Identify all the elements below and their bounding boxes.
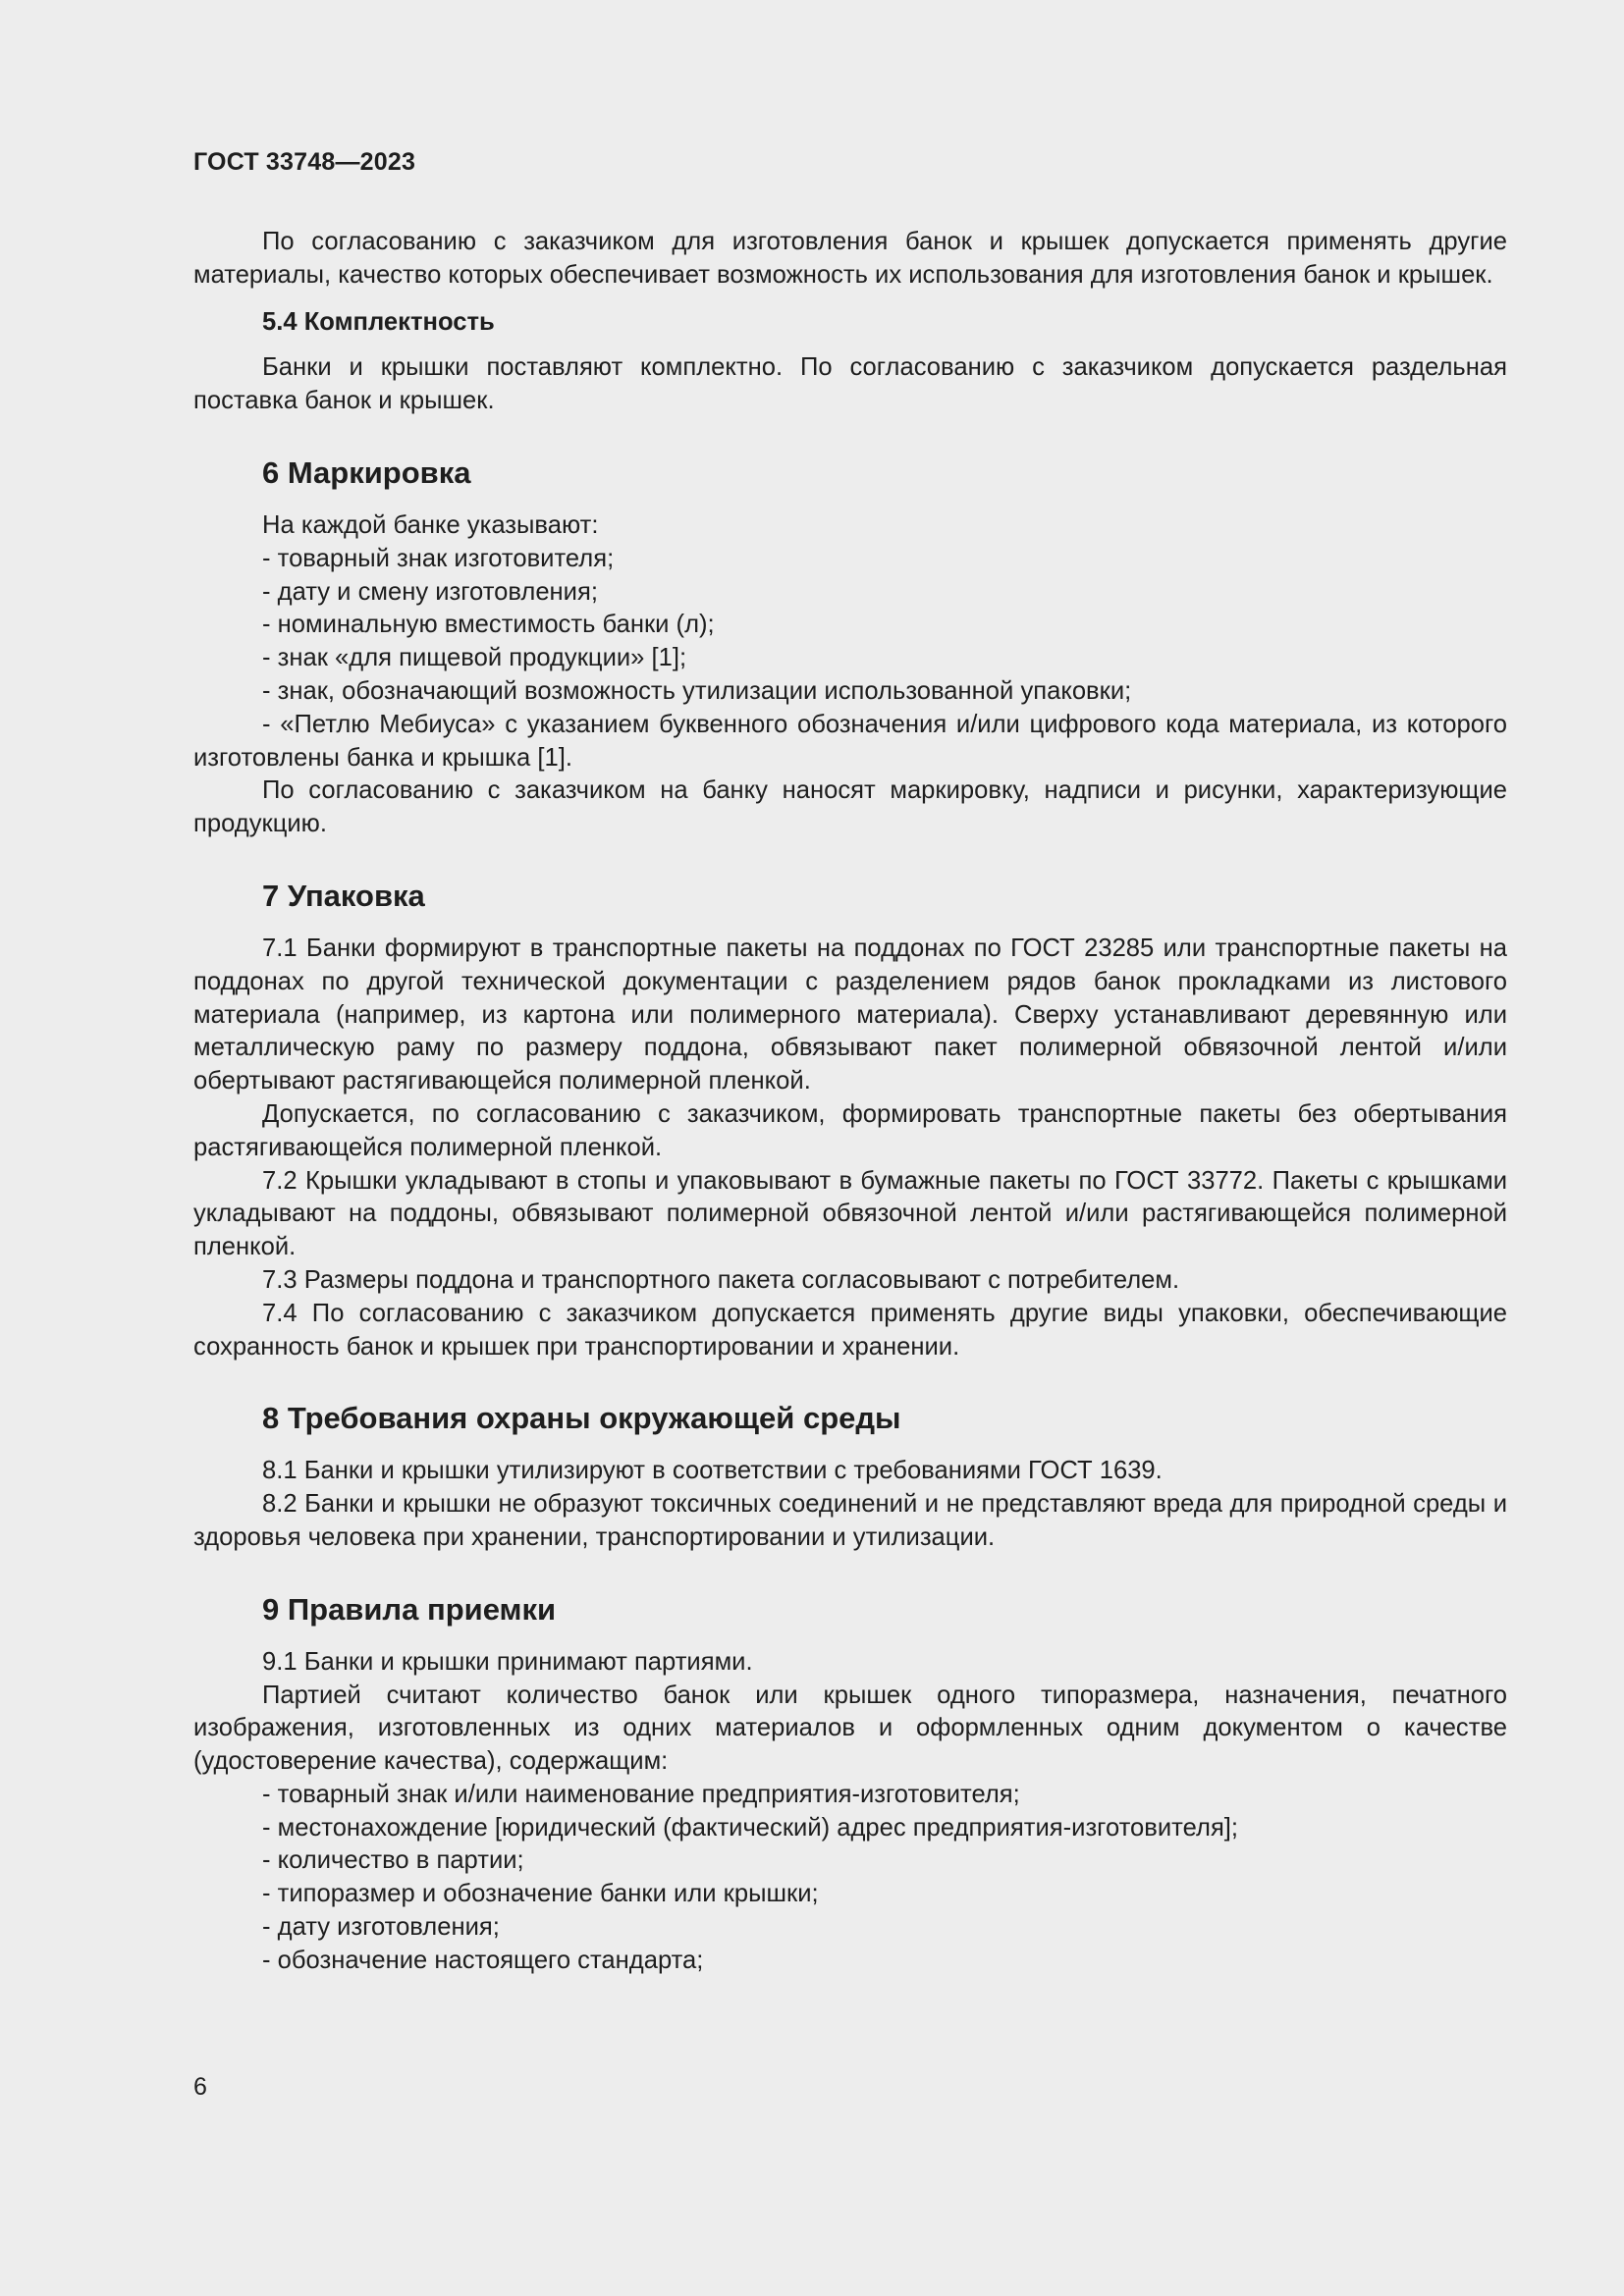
- list-item: - товарный знак и/или наименование предприятия-изготовителя;: [262, 1780, 1020, 1808]
- section-heading-6: 6 Маркировка: [262, 454, 471, 490]
- paragraph-8-2: 8.2 Банки и крышки не образуют токсичных соединений и не представляют вреда для природной среды и здоровья человека при хранении, транспортировании и утилизации.: [193, 1490, 1507, 1551]
- list-item: - типоразмер и обозначение банки или крышки;: [262, 1880, 819, 1908]
- list-item: - знак, обозначающий возможность утилизации использованной упаковки;: [262, 676, 1132, 705]
- list-item: - номинальную вместимость банки (л);: [262, 611, 715, 639]
- document-body: [193, 226, 1507, 1978]
- list-item: - товарный знак изготовителя;: [262, 544, 615, 572]
- paragraph-7-1-note: Допускается, по согласованию с заказчиком, формировать транспортные пакеты без обертывания растягивающейся полимерной пленкой.: [193, 1099, 1507, 1161]
- page-number: 6: [193, 2073, 207, 2101]
- paragraph-intro: По согласованию с заказчиком для изготовления банок и крышек допускается применять другие материалы, качество которых обеспечивает возможность их использования для изготовления банок и крышек.: [193, 228, 1507, 289]
- list-item: - количество в партии;: [262, 1846, 524, 1875]
- document-header: ГОСТ 33748—2023: [193, 148, 416, 176]
- subsection-heading-5-4: 5.4 Комплектность: [262, 307, 495, 336]
- section-heading-9: 9 Правила приемки: [262, 1591, 557, 1627]
- list-item: - дату изготовления;: [262, 1913, 500, 1942]
- paragraph-9-1-batch: Партией считают количество банок или крышек одного типоразмера, назначения, печатного изображения, изготовленных из одних материалов и оформленных одним документом о качестве (удостоверение качества), содержащим:: [193, 1681, 1507, 1776]
- paragraph-9-1: 9.1 Банки и крышки принимают партиями.: [262, 1647, 753, 1676]
- paragraph-6-lead: На каждой банке указывают:: [262, 510, 599, 539]
- paragraph-6-after: По согласованию с заказчиком на банку наносят маркировку, надписи и рисунки, характеризующие продукцию.: [193, 776, 1507, 838]
- paragraph-7-1: 7.1 Банки формируют в транспортные пакеты на поддонах по ГОСТ 23285 или транспортные пакеты на поддонах по другой технической документации с разделением рядов банок прокладками из листового материала (например, из картона или полимерного материала). Сверху устанавливают деревянную или металлическую раму по размеру поддона, обвязывают пакет полимерной обвязочной лентой и/или обертывают растягивающейся полимерной пленкой.: [193, 934, 1507, 1095]
- list-item: - местонахождение [юридический (фактический) адрес предприятия-изготовителя];: [262, 1813, 1239, 1842]
- list-item: - дату и смену изготовления;: [262, 577, 598, 606]
- list-item: - «Петлю Мебиуса» с указанием буквенного обозначения и/или цифрового кода материала, из которого изготовлены банка и крышка [1].: [193, 710, 1507, 772]
- paragraph-8-1: 8.1 Банки и крышки утилизируют в соответствии с требованиями ГОСТ 1639.: [262, 1457, 1163, 1485]
- list-item: - обозначение настоящего стандарта;: [262, 1946, 704, 1974]
- list-item: - знак «для пищевой продукции» [1];: [262, 644, 687, 672]
- paragraph-7-4: 7.4 По согласованию с заказчиком допускается применять другие виды упаковки, обеспечивающие сохранность банок и крышек при транспортировании и хранении.: [193, 1299, 1507, 1361]
- section-heading-8: 8 Требования охраны окружающей среды: [262, 1401, 901, 1436]
- paragraph-5-4: Банки и крышки поставляют комплектно. По согласованию с заказчиком допускается раздельная поставка банок и крышек.: [193, 353, 1507, 415]
- paragraph-7-3: 7.3 Размеры поддона и транспортного пакета согласовывают с потребителем.: [262, 1265, 1180, 1294]
- paragraph-7-2: 7.2 Крышки укладывают в стопы и упаковывают в бумажные пакеты по ГОСТ 33772. Пакеты с крышками укладывают на поддоны, обвязывают полимерной обвязочной лентой и/или растягивающейся полимерной пленкой.: [193, 1166, 1507, 1261]
- section-heading-7: 7 Упаковка: [262, 878, 425, 913]
